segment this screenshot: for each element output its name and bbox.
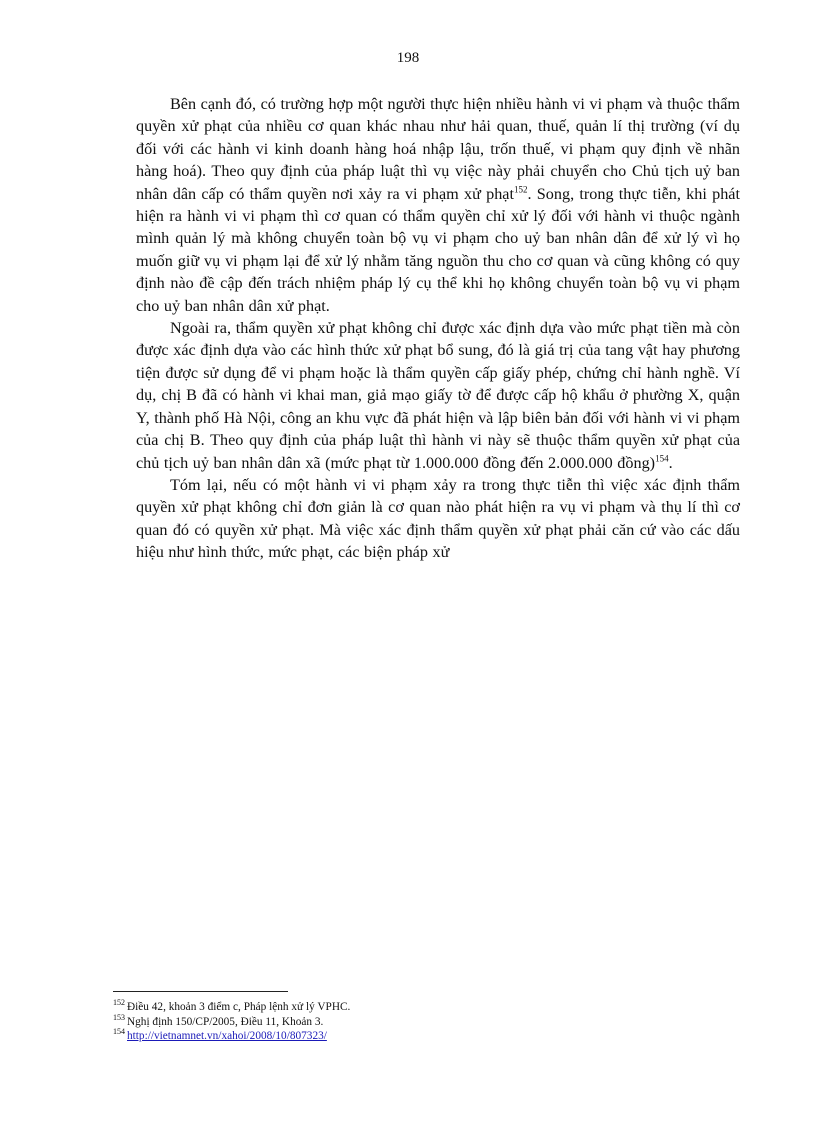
footnote-text: Nghị định 150/CP/2005, Điều 11, Khoản 3. (127, 1015, 324, 1028)
page-number: 198 (396, 50, 420, 66)
footnote-text: Điều 42, khoản 3 điểm c, Pháp lệnh xử lý VPHC. (127, 1001, 351, 1013)
footnote-ref-153[interactable]: 154 (655, 453, 669, 464)
footnote-separator (113, 991, 288, 992)
paragraph-1 (136, 93, 740, 317)
paragraph-text: Ngoài ra, thẩm quyền xử phạt không chỉ được xác định dựa vào mức phạt tiền mà còn được xác định dựa vào các hình thức xử phạt bổ sung, đó là giá trị của tang vật hay phương tiện được sử dụng để vi phạm hoặc là thẩm quyền cấp giấy phép, chứng chỉ hành nghề. Ví dụ, chị B đã có hành vi khai man, giả mạo giấy tờ để được cấp hộ khẩu ở phường X, quận Y, thành phố Hà Nội, công an khu vực đã phát hiện và lập biên bản đối với hành vi vi phạm của chị B. Theo quy định của pháp luật thì hành vi này sẽ thuộc thẩm quyền xử phạt của chủ tịch uỷ ban nhân dân xã (mức phạt từ 1.000.000 đồng đến 2.000.000 đồng) (136, 319, 740, 472)
paragraph-text: . Song, trong thực tiễn, khi phát hiện ra hành vi vi phạm thì cơ quan có thẩm quyền chỉ xử lý đối với hành vi thuộc ngành mình quản lý mà không chuyển toàn bộ vụ vi phạm cho uỷ ban nhân dân để xử lý vì họ muốn giữ vụ vi phạm lại để xử lý nhằm tăng nguồn thu cho cơ quan và cũng không có quy định nào đề cập đến trách nhiệm pháp lý cụ thể khi họ không chuyển toàn bộ vụ vi phạm cho uỷ ban nhân dân xử phạt. (136, 184, 740, 315)
footnote-mark: 152 (113, 998, 125, 1008)
paragraph-text: Bên cạnh đó, có trường hợp một người thực hiện nhiều hành vi vi phạm và thuộc thẩm quyền xử phạt của nhiều cơ quan khác nhau như hải quan, thuế, quản lí thị trường (ví dụ đối với các hành vi kinh doanh hàng hoá nhập lậu, trốn thuế, vi phạm quy định về nhãn hàng hoá). Theo quy định của pháp luật thì vụ việc này phải chuyển cho Chủ tịch uỷ ban nhân dân cấp có thẩm quyền nơi xảy ra vi phạm xử phạt (136, 95, 740, 203)
paragraph-text: . (668, 453, 673, 472)
footnote-ref-152[interactable]: 152 (513, 184, 528, 195)
footnote-mark: 154 (113, 1027, 125, 1037)
footnotes (113, 1000, 733, 1044)
body-text (136, 93, 740, 564)
paragraph-3 (136, 474, 740, 564)
footnote-mark: 153 (113, 1012, 125, 1022)
footnote-152 (113, 1000, 733, 1015)
footnote-153 (113, 1012, 733, 1030)
paragraph-2 (136, 317, 740, 474)
footnote-154 (113, 1029, 733, 1044)
footnote-link[interactable]: http://vietnamnet.vn/xahoi/2008/10/807323/ (127, 1030, 327, 1042)
paragraph-text: Tóm lại, nếu có một hành vi vi phạm xảy ra trong thực tiễn thì việc xác định thẩm quyền xử phạt không chỉ đơn giản là cơ quan nào phát hiện ra vụ vi phạm và thụ lí thì cơ quan đó có quyền xử phạt. Mà việc xác định thẩm quyền xử phạt phải căn cứ vào các dấu hiệu như hình thức, mức phạt, các biện pháp xử (136, 475, 740, 562)
